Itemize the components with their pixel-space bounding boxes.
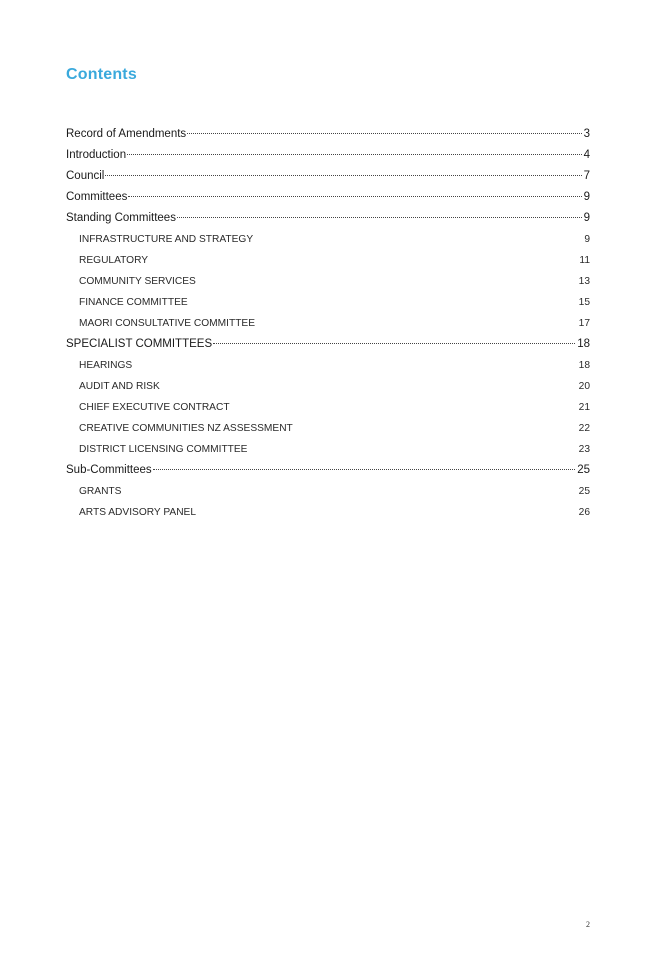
toc-subentry-label: AUDIT AND RISK	[79, 381, 160, 392]
toc-subentry[interactable]	[66, 481, 590, 502]
toc-subentry-page: 11	[579, 255, 590, 266]
toc-entry-page: 25	[577, 464, 590, 476]
toc-entry-label: Standing Committees	[66, 212, 176, 224]
toc-subentry-page: 20	[578, 381, 590, 392]
toc-entry-label: Sub-Committees	[66, 464, 152, 476]
toc-subentry-page: 13	[578, 276, 590, 287]
toc-subentry[interactable]	[66, 271, 590, 292]
toc-subentry-label: DISTRICT LICENSING COMMITTEE	[79, 444, 248, 455]
toc-subentry[interactable]	[66, 397, 590, 418]
toc-subentry-label: CREATIVE COMMUNITIES NZ ASSESSMENT	[79, 423, 293, 434]
toc-subentry-label: COMMUNITY SERVICES	[79, 276, 196, 287]
toc-subentry[interactable]	[66, 376, 590, 397]
toc-subentry-page: 22	[578, 423, 590, 434]
toc-entry-page: 9	[583, 212, 590, 224]
toc-entry[interactable]	[66, 145, 590, 166]
dot-leader	[177, 217, 582, 218]
toc-entry-label: Introduction	[66, 149, 127, 161]
toc-entry-label: Council	[66, 170, 105, 182]
toc-subentry[interactable]	[66, 313, 590, 334]
toc-subentry[interactable]	[66, 250, 590, 271]
toc-entry-page: 7	[583, 170, 590, 182]
toc-subentry-page: 23	[578, 444, 590, 455]
dot-leader	[128, 196, 581, 197]
toc-subentry[interactable]	[66, 355, 590, 376]
table-of-contents	[66, 124, 590, 523]
toc-entry-label: Record of Amendments	[66, 128, 187, 140]
toc-subentry-page: 9	[584, 234, 590, 245]
toc-entry[interactable]	[66, 334, 590, 355]
dot-leader	[187, 133, 581, 134]
toc-entry-page: 18	[577, 338, 590, 350]
dot-leader	[213, 343, 575, 344]
toc-entry-page: 4	[583, 149, 590, 161]
toc-subentry-label: INFRASTRUCTURE AND STRATEGY	[79, 234, 254, 245]
toc-subentry-label: FINANCE COMMITTEE	[79, 297, 188, 308]
toc-subentry-page: 26	[578, 507, 590, 518]
toc-entry[interactable]	[66, 124, 590, 145]
toc-entry[interactable]	[66, 187, 590, 208]
dot-leader	[127, 154, 581, 155]
dot-leader	[153, 469, 576, 470]
page-title: Contents	[66, 66, 137, 83]
toc-subentry-label: HEARINGS	[79, 360, 133, 371]
page-number: 2	[586, 920, 590, 929]
dot-leader	[105, 175, 581, 176]
toc-subentry[interactable]	[66, 292, 590, 313]
toc-entry-label: SPECIALIST COMMITTEES	[66, 338, 213, 350]
toc-subentry-page: 18	[578, 360, 590, 371]
toc-subentry-page: 25	[578, 486, 590, 497]
toc-subentry[interactable]	[66, 418, 590, 439]
toc-subentry-label: MAORI CONSULTATIVE COMMITTEE	[79, 318, 256, 329]
toc-subentry-label: GRANTS	[79, 486, 122, 497]
toc-subentry-page: 15	[578, 297, 590, 308]
toc-entry[interactable]	[66, 460, 590, 481]
toc-subentry-page: 17	[578, 318, 590, 329]
toc-entry-label: Committees	[66, 191, 128, 203]
toc-subentry-label: ARTS ADVISORY PANEL	[79, 507, 197, 518]
toc-subentry[interactable]	[66, 439, 590, 460]
toc-subentry-page: 21	[578, 402, 590, 413]
toc-entry-page: 3	[583, 128, 590, 140]
toc-subentry[interactable]	[66, 502, 590, 523]
toc-entry[interactable]	[66, 208, 590, 229]
toc-subentry-label: CHIEF EXECUTIVE CONTRACT	[79, 402, 230, 413]
toc-subentry-label: REGULATORY	[79, 255, 149, 266]
toc-entry[interactable]	[66, 166, 590, 187]
toc-entry-page: 9	[583, 191, 590, 203]
toc-subentry[interactable]	[66, 229, 590, 250]
